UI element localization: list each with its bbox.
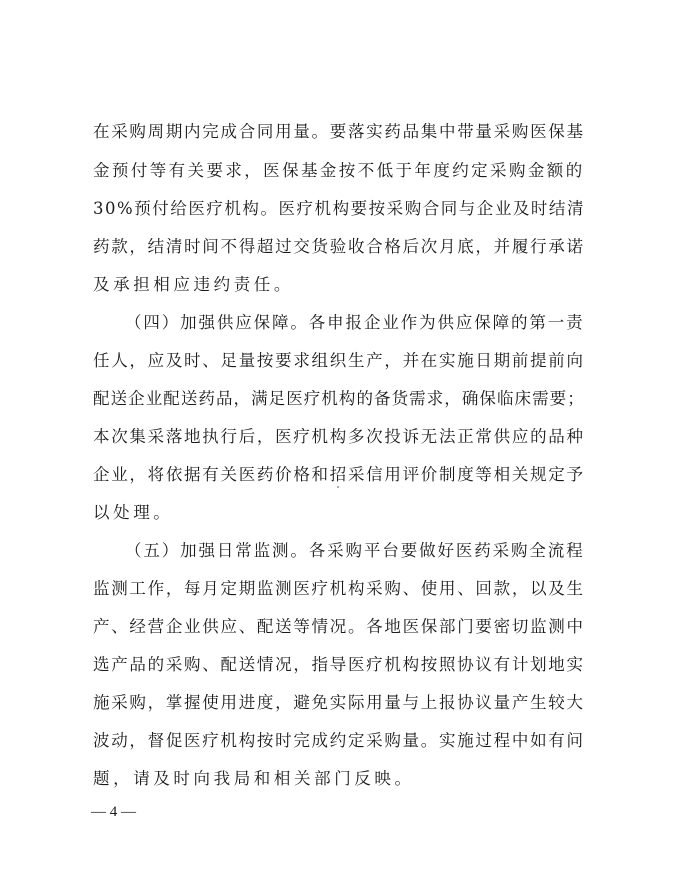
paragraph-line: 在采购周期内完成合同用量。要落实药品集中带量采购医保基 xyxy=(93,122,585,141)
section-five-heading-line: （五）加强日常监测。各采购平台要做好医药采购全流程 xyxy=(125,541,585,560)
paragraph-line: 监测工作，每月定期监测医疗机构采购、使用、回款，以及生 xyxy=(93,579,585,598)
page-number: — 4 — xyxy=(91,804,136,820)
scan-speck xyxy=(337,486,339,488)
paragraph-line: 产、经营企业供应、配送等情况。各地医保部门要密切监测中 xyxy=(93,617,585,636)
paragraph-line: 以处理。 xyxy=(93,503,174,522)
paragraph-line: 本次集采落地执行后，医疗机构多次投诉无法正常供应的品种 xyxy=(93,427,585,446)
paragraph-line: 施采购，掌握使用进度，避免实际用量与上报协议量产生较大 xyxy=(93,693,585,712)
paragraph-line: 任人，应及时、足量按要求组织生产，并在实施日期前提前向 xyxy=(93,351,585,370)
paragraph-line: 配送企业配送药品，满足医疗机构的备货需求，确保临床需要； xyxy=(93,389,585,408)
paragraph-line: 金预付等有关要求，医保基金按不低于年度约定采购金额的 xyxy=(93,161,585,180)
section-four-heading-line: （四）加强供应保障。各申报企业作为供应保障的第一责 xyxy=(125,313,585,332)
paragraph-line: 题，请及时向我局和相关部门反映。 xyxy=(93,769,415,788)
paragraph-line: 药款，结清时间不得超过交货验收合格后次月底，并履行承诺 xyxy=(93,237,585,256)
paragraph-line: 30%预付给医疗机构。医疗机构要按采购合同与企业及时结清 xyxy=(93,199,585,218)
paragraph-line: 企业，将依据有关医药价格和招采信用评价制度等相关规定予 xyxy=(93,465,585,484)
paragraph-line: 及承担相应违约责任。 xyxy=(93,275,294,294)
paragraph-line: 波动，督促医疗机构按时完成约定采购量。实施过程中如有问 xyxy=(93,731,585,750)
paragraph-line: 选产品的采购、配送情况，指导医疗机构按照协议有计划地实 xyxy=(93,655,585,674)
